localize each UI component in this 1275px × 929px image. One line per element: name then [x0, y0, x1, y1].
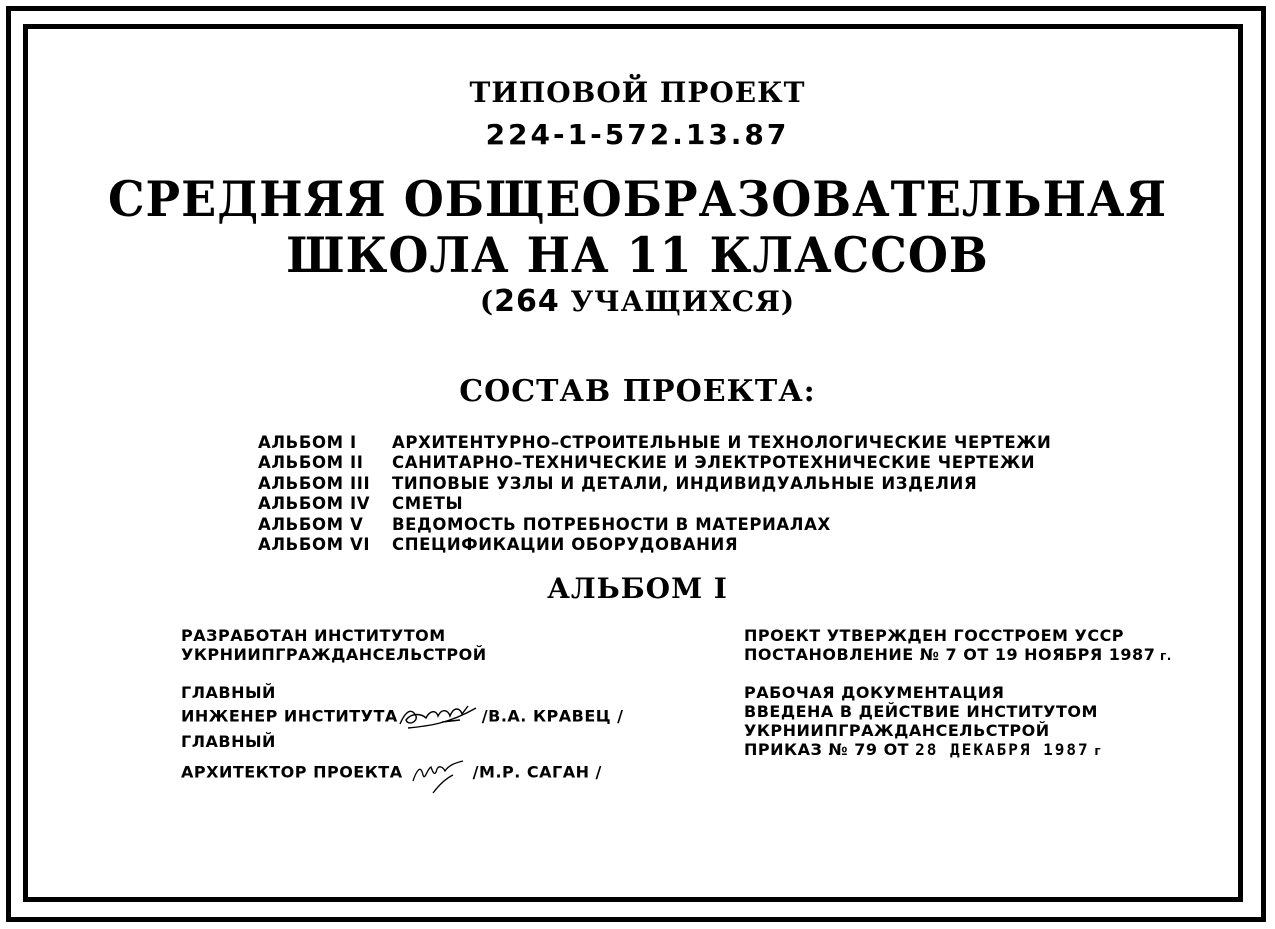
chief-architect-name: /М.Р. САГАН /	[472, 762, 602, 782]
album-title: СПЕЦИФИКАЦИИ ОБОРУДОВАНИЯ	[392, 535, 739, 555]
album-title: САНИТАРНО–ТЕХНИЧЕСКИЕ И ЭЛЕКТРОТЕХНИЧЕСКИЕ ЧЕРТЕЖИ	[392, 453, 1036, 473]
order-year-suffix: г	[1089, 744, 1102, 758]
capacity-text: УЧАЩИХСЯ)	[559, 285, 796, 318]
staff-signatures	[181, 683, 624, 795]
album-number: АЛЬБОМ III	[258, 473, 371, 493]
series-heading: ТИПОВОЙ ПРОЕКТ	[469, 76, 806, 109]
approval-line-2	[744, 645, 1172, 666]
signature-architect	[409, 751, 473, 795]
order-number: ПРИКАЗ № 79 ОТ	[744, 740, 916, 759]
capacity-open: (	[479, 285, 495, 318]
current-album-heading: АЛЬБОМ I	[547, 572, 728, 605]
title-line-2: ШКОЛА НА 11 КЛАССОВ	[286, 226, 989, 284]
capacity-line	[0, 284, 1275, 319]
order-date-stamp: 28 ДЕКАБРЯ 1987	[915, 740, 1090, 759]
chief-engineer-label: ИНЖЕНЕР ИНСТИТУТА	[181, 706, 398, 726]
album-row	[258, 494, 1051, 514]
capacity-number: 264	[494, 284, 560, 319]
album-number: АЛЬБОМ V	[258, 514, 364, 534]
developer-block	[181, 626, 487, 664]
signature-engineer	[398, 702, 482, 732]
project-code: 224-1-572.13.87	[485, 118, 790, 151]
documentation-order	[744, 740, 1101, 761]
chief-architect-row	[181, 751, 624, 795]
approval-block	[744, 626, 1172, 666]
album-number: АЛЬБОМ II	[258, 453, 364, 473]
chief-architect-label: АРХИТЕКТОР ПРОЕКТА	[181, 762, 403, 782]
documentation-block	[744, 683, 1101, 761]
album-row	[258, 433, 1051, 453]
contents-heading: СОСТАВ ПРОЕКТА:	[459, 374, 816, 409]
album-row	[258, 535, 1051, 555]
album-title: ТИПОВЫЕ УЗЛЫ И ДЕТАЛИ, ИНДИВИДУАЛЬНЫЕ ИЗДЕЛИЯ	[392, 473, 978, 493]
album-number: АЛЬБОМ IV	[258, 494, 371, 514]
title-line-1: СРЕДНЯЯ ОБЩЕОБРАЗОВАТЕЛЬНАЯ	[107, 170, 1168, 228]
chief-engineer-name: /В.А. КРАВЕЦ /	[481, 706, 624, 726]
album-title: АРХИТЕНТУРНО–СТРОИТЕЛЬНЫЕ И ТЕХНОЛОГИЧЕСКИЕ ЧЕРТЕЖИ	[392, 433, 1052, 452]
documentation-line-2: ВВЕДЕНА В ДЕЙСТВИЕ ИНСТИТУТОМ	[744, 702, 1098, 721]
documentation-line-1: РАБОЧАЯ ДОКУМЕНТАЦИЯ	[744, 683, 1005, 702]
developer-line-1: РАЗРАБОТАН ИНСТИТУТОМ	[181, 626, 446, 645]
approval-year-suffix: г.	[1155, 649, 1172, 663]
approval-resolution: ПОСТАНОВЛЕНИЕ № 7 ОТ 19 НОЯБРЯ 1987	[744, 645, 1156, 664]
documentation-institute: УКРНИИПГРАЖДАНСЕЛЬСТРОЙ	[744, 721, 1050, 740]
album-row	[258, 474, 1051, 494]
chief-engineer-row	[181, 702, 624, 732]
album-title: СМЕТЫ	[392, 494, 464, 514]
approval-line-1: ПРОЕКТ УТВЕРЖДЕН ГОССТРОЕМ УССР	[744, 626, 1125, 645]
album-number: АЛЬБОМ I	[258, 433, 357, 452]
album-title: ВЕДОМОСТЬ ПОТРЕБНОСТИ В МАТЕРИАЛАХ	[392, 514, 831, 534]
developer-institute: УКРНИИПГРАЖДАНСЕЛЬСТРОЙ	[181, 645, 487, 664]
chief-architect-title: ГЛАВНЫЙ	[181, 732, 276, 751]
album-number: АЛЬБОМ VI	[258, 535, 371, 555]
album-row	[258, 453, 1051, 473]
album-row	[258, 515, 1051, 535]
chief-engineer-title: ГЛАВНЫЙ	[181, 683, 276, 702]
album-list	[258, 433, 1051, 555]
